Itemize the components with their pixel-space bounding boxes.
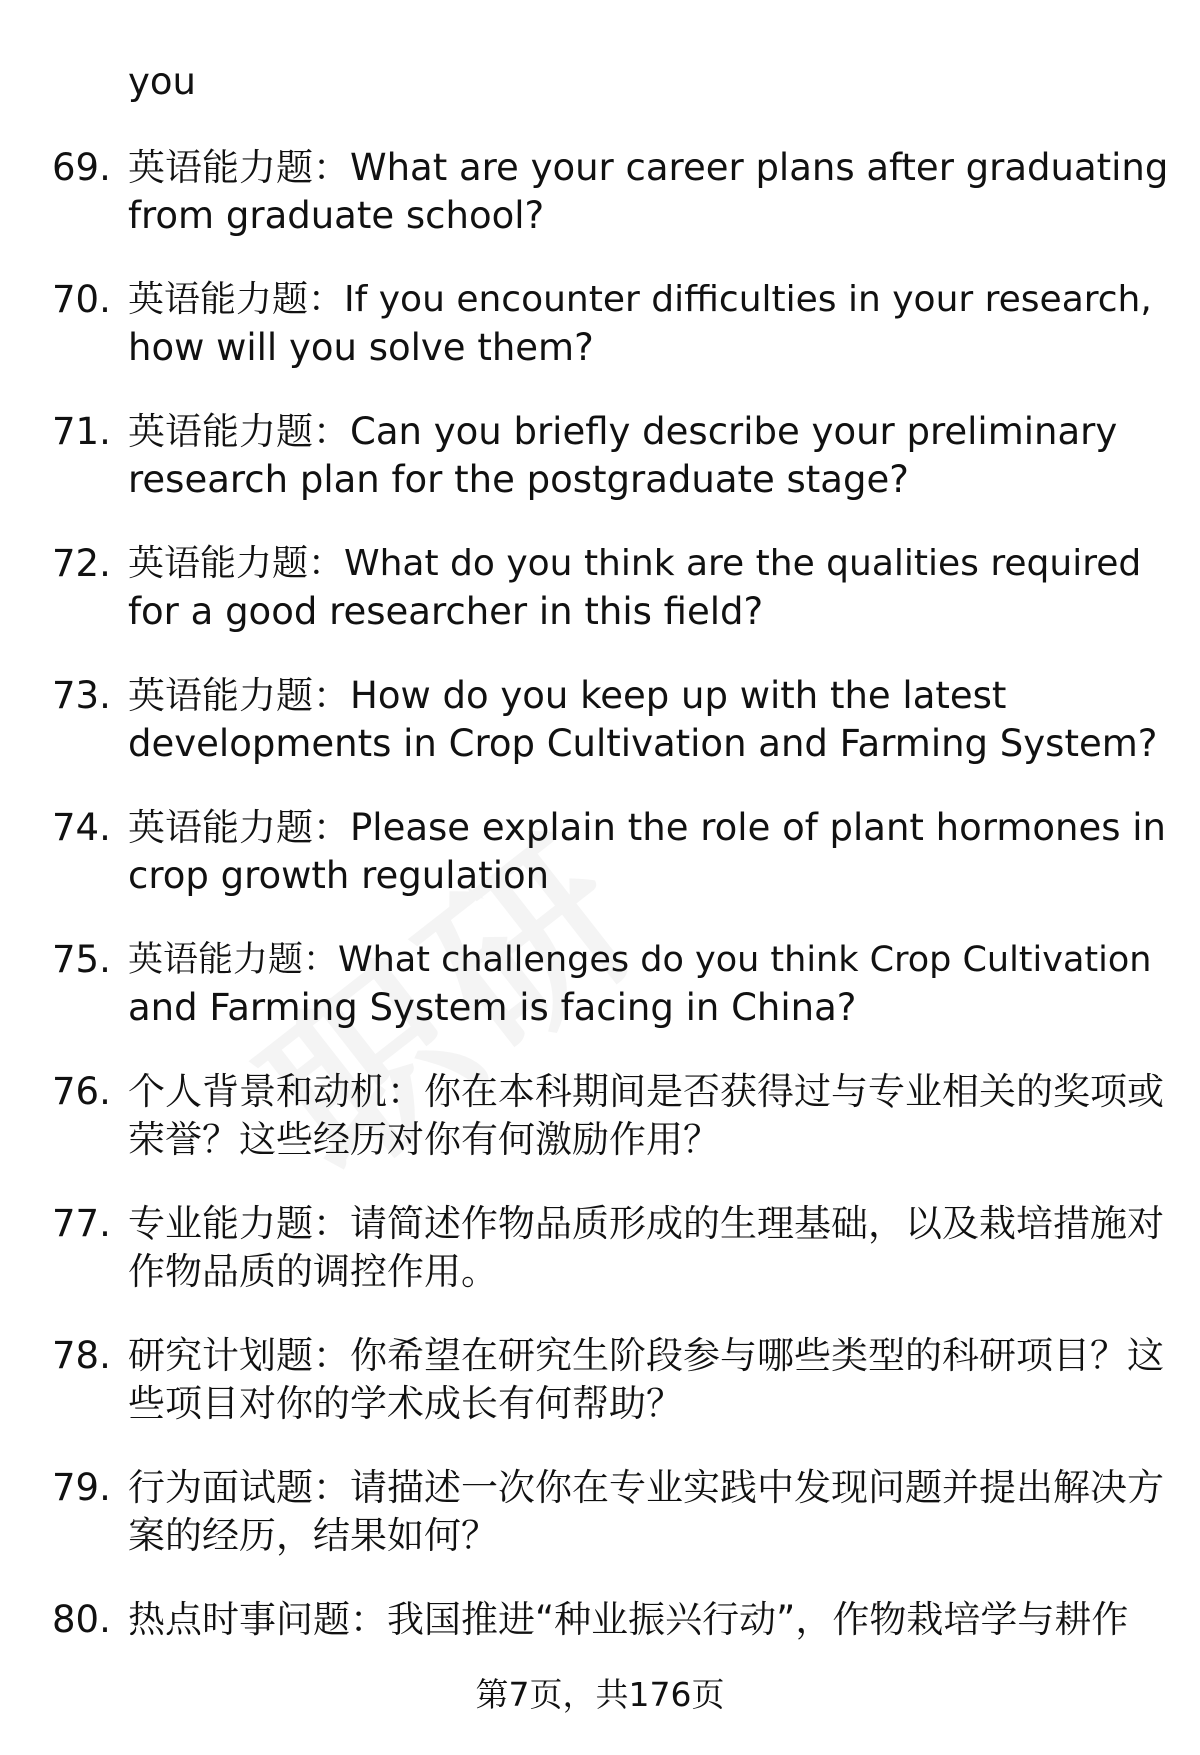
question-number: 75.: [52, 938, 111, 981]
question-line: 研究计划题：你希望在研究生阶段参与哪些类型的科研项目？这: [128, 1334, 1164, 1377]
question-line: 英语能力题：What challenges do you think Crop Cultivation: [128, 940, 1152, 980]
question-text: [128, 672, 1158, 768]
question-number: 72.: [52, 542, 111, 585]
question-line: 案的经历，结果如何？: [128, 1514, 498, 1557]
question-text: [128, 144, 1169, 240]
question-line: 个人背景和动机：你在本科期间是否获得过与专业相关的奖项或: [128, 1070, 1164, 1113]
question-line: 专业能力题：请简述作物品质形成的生理基础，以及栽培措施对: [128, 1202, 1164, 1245]
question-text: [128, 804, 1166, 900]
question-text: [128, 1068, 1164, 1164]
question-line: 行为面试题：请描述一次你在专业实践中发现问题并提出解决方: [128, 1466, 1164, 1509]
question-line: 热点时事问题：我国推进“种业振兴行动”，作物栽培学与耕作: [128, 1598, 1129, 1641]
question-text: [128, 1332, 1164, 1428]
question-item: [0, 408, 1200, 540]
question-item: [0, 1068, 1200, 1200]
question-text: [128, 936, 1158, 1032]
question-item: [0, 1200, 1200, 1332]
question-line: 些项目对你的学术成长有何帮助？: [128, 1382, 683, 1425]
question-list: [0, 144, 1200, 1728]
question-item: [0, 804, 1200, 936]
question-line: from graduate school?: [128, 194, 545, 237]
question-line: 英语能力题：Please explain the role of plant hormones in: [128, 806, 1166, 849]
question-number: 76.: [52, 1070, 111, 1113]
question-line: crop growth regulation: [128, 854, 550, 897]
question-text: [128, 1596, 1158, 1644]
question-number: 77.: [52, 1202, 111, 1245]
question-line: research plan for the postgraduate stage?: [128, 458, 909, 501]
question-line: developments in Crop Cultivation and Farming System?: [128, 722, 1158, 765]
question-line: 英语能力题：Can you briefly describe your preliminary: [128, 410, 1118, 453]
question-number: 71.: [52, 410, 111, 453]
question-number: 80.: [52, 1598, 111, 1641]
question-item: [0, 144, 1200, 276]
question-item: [0, 1332, 1200, 1464]
question-number: 73.: [52, 674, 111, 717]
question-line: and Farming System is facing in China?: [128, 986, 857, 1029]
question-number: 69.: [52, 146, 111, 189]
question-item: [0, 1464, 1200, 1596]
question-line: 英语能力题：What are your career plans after graduating: [128, 146, 1169, 189]
question-line: for a good researcher in this field?: [128, 590, 764, 633]
question-text: [128, 408, 1158, 504]
question-line: 英语能力题：If you encounter difficulties in your research,: [128, 279, 1152, 320]
question-item: [0, 276, 1200, 408]
question-item: [0, 540, 1200, 672]
question-line: 英语能力题：How do you keep up with the latest: [128, 674, 1007, 717]
question-text: [128, 1200, 1164, 1296]
question-item: [0, 672, 1200, 804]
question-item: [0, 936, 1200, 1068]
question-line: 英语能力题：What do you think are the qualities required: [128, 543, 1142, 584]
question-text: [128, 276, 1158, 372]
question-number: 74.: [52, 806, 111, 849]
continuation-text: you: [128, 60, 196, 103]
question-line: how will you solve them?: [128, 326, 594, 369]
question-line: 荣誉？这些经历对你有何激励作用？: [128, 1118, 720, 1161]
question-number: 79.: [52, 1466, 111, 1509]
question-line: 作物品质的调控作用。: [128, 1250, 498, 1293]
question-number: 78.: [52, 1334, 111, 1377]
question-number: 70.: [52, 278, 111, 321]
question-text: [128, 540, 1158, 636]
page-footer: 第7页，共176页: [475, 1675, 725, 1714]
question-text: [128, 1464, 1164, 1560]
